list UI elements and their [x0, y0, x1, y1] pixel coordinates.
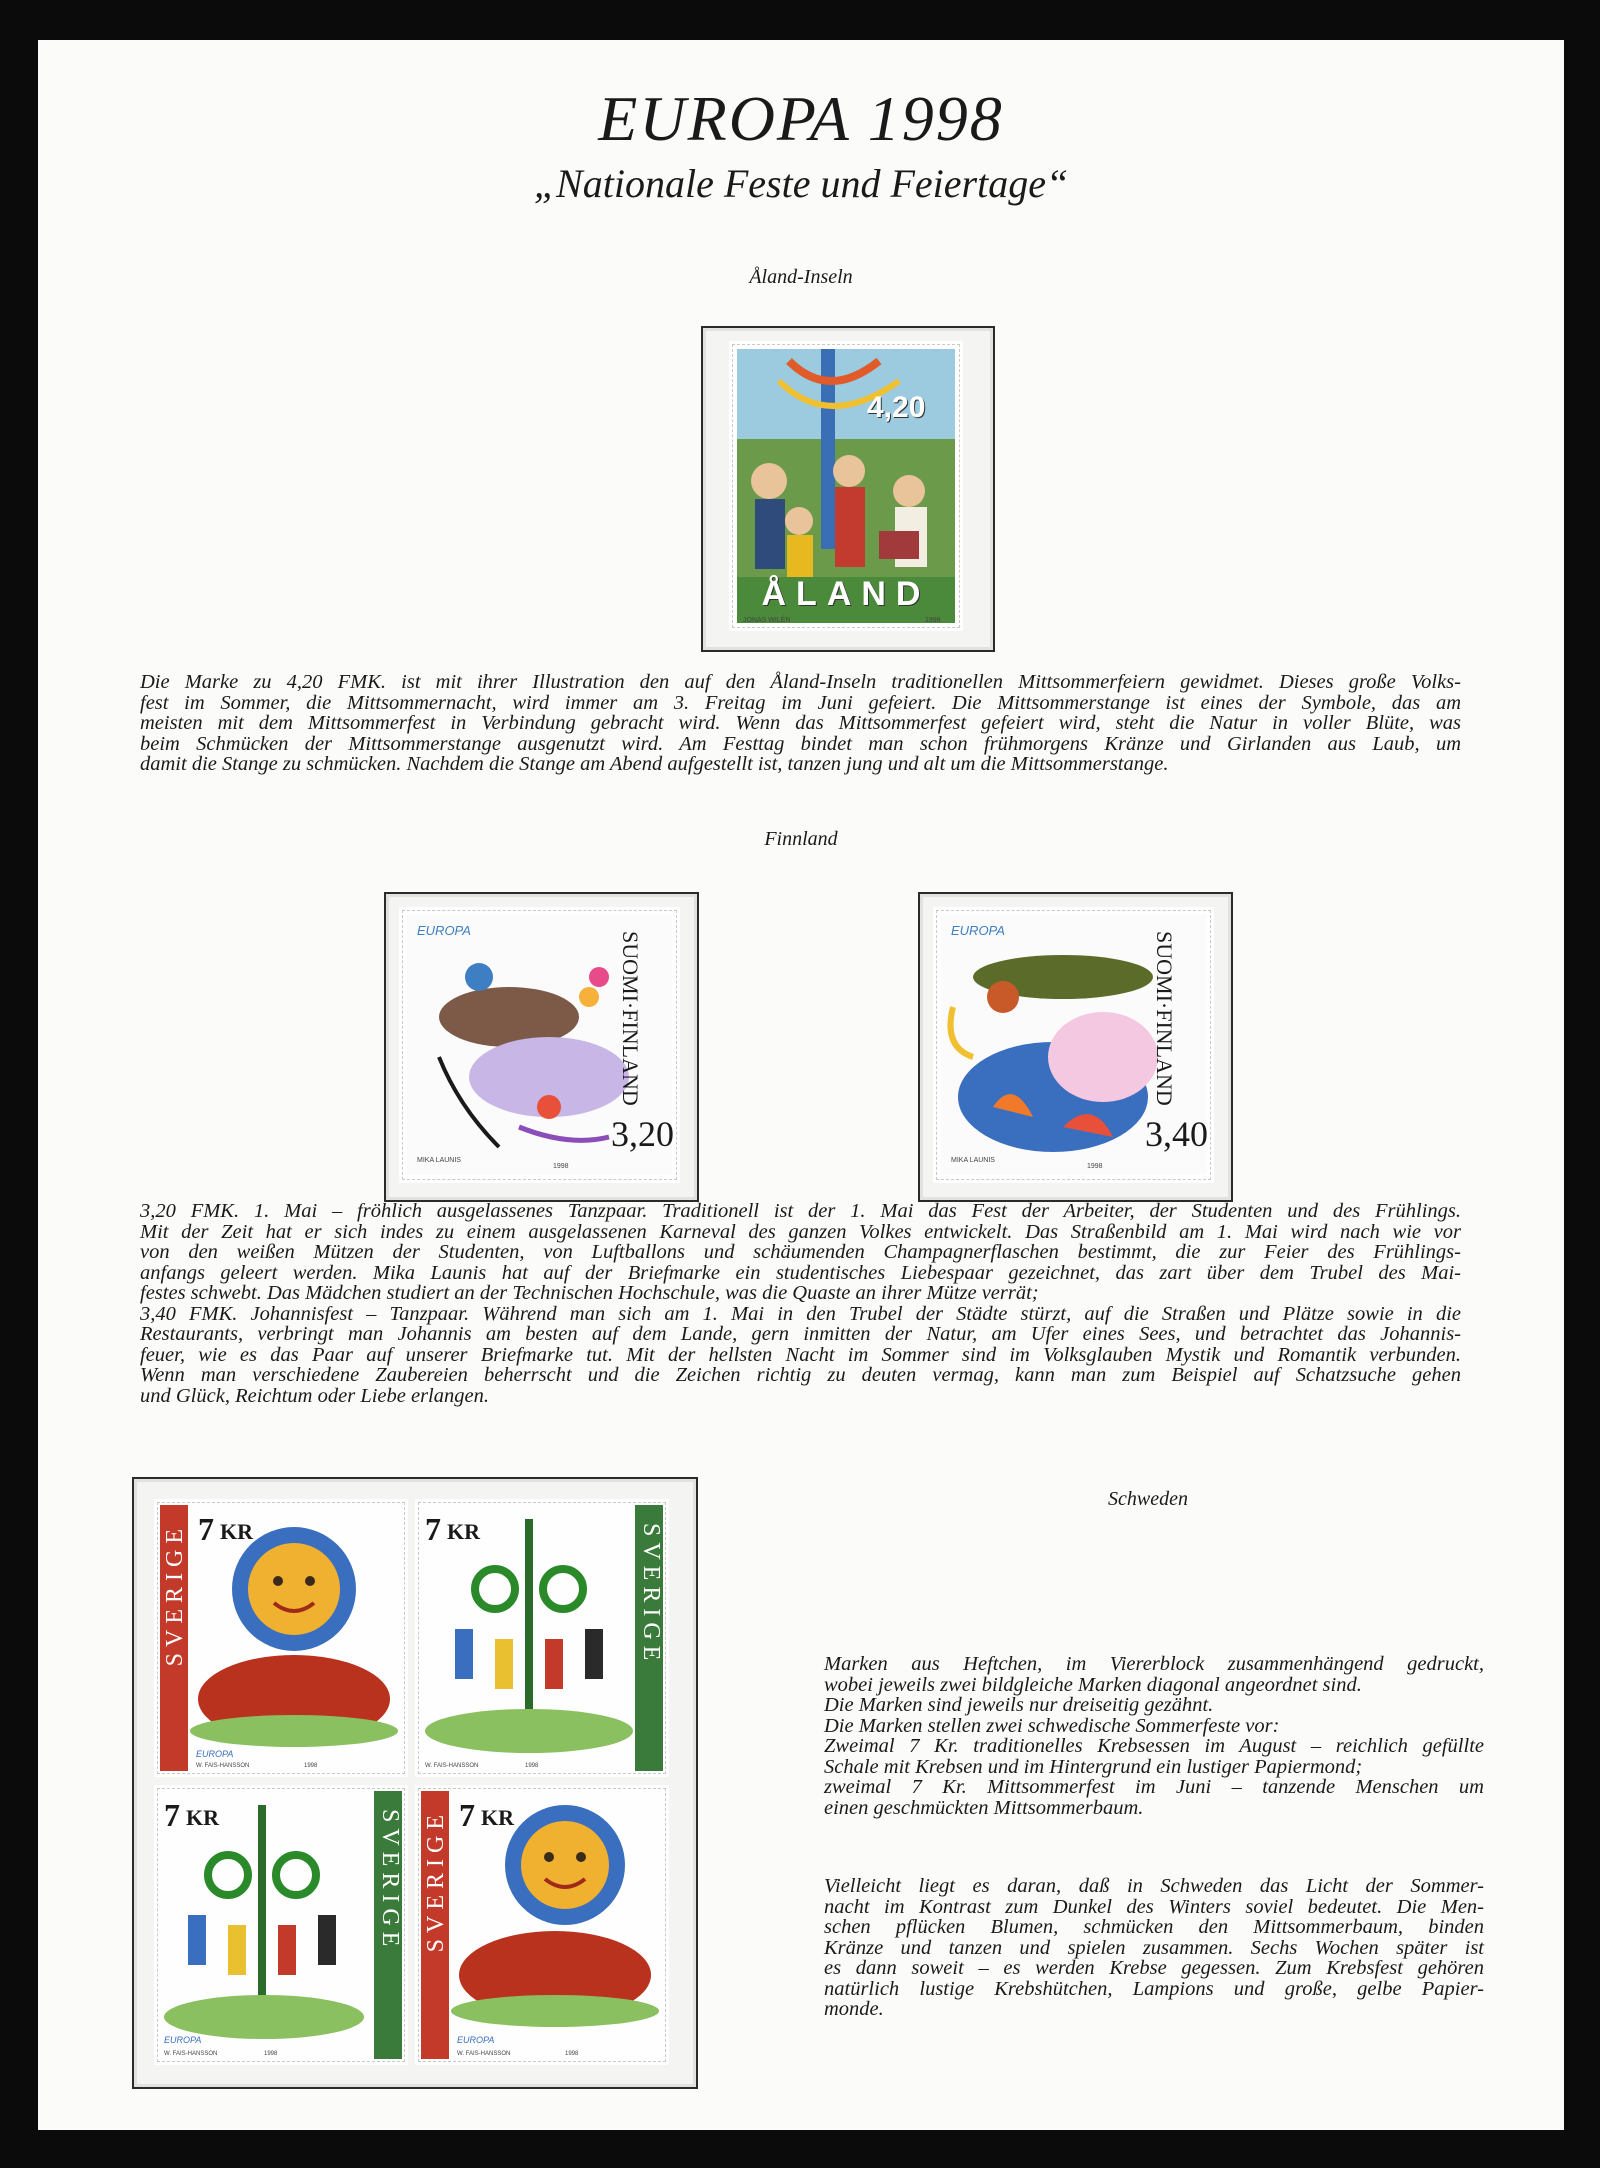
stamp-sweden-4-year: 1998 [565, 2051, 579, 2057]
text-line: natürlich lustige Krebshütchen, Lampions und große, gelbe Papier- [824, 1977, 1484, 2000]
text-line: Die Marken sind jeweils nur dreiseitig gezähnt. [824, 1694, 1214, 1716]
text-line: meisten mit dem Mittsommerfest in Verbindung gebracht wird. Wenn das Mittsommerfest gefeiert wird, steht die Natur in voller Blüte, was [140, 712, 1461, 734]
stamp-finland-320-country: SUOMI·FINLAND [618, 931, 643, 1106]
stamp-sweden-4-illustration [415, 1785, 669, 2065]
stamp-sweden-1-unit: KR [220, 1519, 253, 1544]
stamp-finland-320-europa: EUROPA [417, 923, 471, 938]
text-line: 3,40 FMK. Johannisfest – Tanzpaar. Während man sich am 1. Mai in den Trubel der Städte stürzt, auf die Straßen und Plätze sowie in die [140, 1302, 1461, 1325]
section-heading-finnland: Finnland [764, 828, 838, 850]
stamp-sweden-2-artist: W. FAIS-HANSSON [425, 1763, 479, 1769]
text-line: Wenn man verschiedene Zaubereien beherrscht und die Zeichen richtig zu deuten vermag, kann man zum Beispiel auf Schatzsuche gehen [140, 1364, 1461, 1386]
text-line: Kränze und tanzen und spielen zusammen. Sechs Wochen später ist [824, 1936, 1484, 1959]
text-line: Mit der Zeit hat er sich indes zu einem ausgelassenen Karneval des ganzen Volkes entwickelt. Das Straßenbild am 1. Mai wird nach wie vor [140, 1220, 1461, 1243]
stamp-finland-320-value: 3,20 [611, 1114, 674, 1154]
stamp-sweden-3-year: 1998 [264, 2051, 278, 2057]
text-line: anfangs geleert werden. Mika Launis hat auf der Briefmarke ein studentisches Liebespaar gezeichnet, das zart über dem Trubel des Mai- [140, 1261, 1461, 1284]
stamp-finland-340-year: 1998 [1087, 1163, 1103, 1170]
stamp-sweden-3[interactable] [154, 1785, 408, 2065]
stamp-sweden-4-artist: W. FAIS-HANSSON [457, 2051, 511, 2057]
text-line: Die Marke zu 4,20 FMK. ist mit ihrer Illustration den auf den Åland-Inseln traditionellen Mittsommerfeiern gewidmet. Dieses große Volks- [140, 671, 1461, 693]
stamp-sweden-4-unit: KR [481, 1805, 514, 1830]
stamp-finland-320-artist: MIKA LAUNIS [417, 1157, 461, 1164]
stamp-finland-340-value: 3,40 [1145, 1114, 1208, 1154]
text-line: zweimal 7 Kr. Mittsommerfest im Juni – tanzende Menschen um [824, 1776, 1484, 1798]
stamp-aland-artist: JONAS WILÉN [743, 617, 791, 624]
text-line: Schale mit Krebsen und im Hintergrund ein lustiger Papiermond; [824, 1755, 1363, 1778]
text-line: wobei jeweils zwei bildgleiche Marken diagonal angeordnet sind. [824, 1673, 1362, 1696]
stamp-aland-value: 4,20 [867, 391, 926, 424]
stamp-sweden-4-value: 7 [459, 1797, 475, 1833]
stamp-finland-320[interactable] [399, 907, 680, 1183]
stamp-mount-aland [701, 326, 995, 652]
stamp-sweden-3-artist: W. FAIS-HANSSON [164, 2051, 218, 2057]
stamp-sweden-3-value: 7 [164, 1797, 180, 1833]
text-line: Marken aus Heftchen, im Viererblock zusammenhängend gedruckt, [824, 1653, 1484, 1675]
stamp-sweden-1-country: SVERIGE [162, 1523, 188, 1667]
stamp-finland-340-europa: EUROPA [951, 923, 1005, 938]
stamp-sweden-1[interactable] [154, 1499, 408, 1777]
stamp-sweden-1-illustration [154, 1499, 408, 1777]
stamp-sweden-1-value: 7 [198, 1511, 214, 1547]
stamp-sweden-4[interactable] [415, 1785, 669, 2065]
text-finnland [140, 1201, 1461, 1406]
text-schweden-1 [824, 1654, 1484, 1818]
page-subtitle: „Nationale Feste und Feiertage“ [533, 161, 1069, 206]
text-line: Zweimal 7 Kr. traditionelles Krebsessen im August – reichlich gefüllte [824, 1735, 1484, 1757]
text-line: Restaurants, verbringt man Johannis am besten auf dem Lande, gern inmitten der Natur, am Ufer eines Sees, und betrachtet das Johannis- [140, 1323, 1461, 1345]
text-line: feuer, wie es das Paar auf unserer Briefmarke tut. Mit der hellsten Nacht im Sommer sind im Volksglauben Mystik und Romantik verbunden. [140, 1343, 1461, 1366]
stamp-sweden-2-value: 7 [425, 1511, 441, 1547]
text-line: einen geschmückten Mittsommerbaum. [824, 1796, 1144, 1819]
text-line: 3,20 FMK. 1. Mai – fröhlich ausgelassenes Tanzpaar. Traditionell ist der 1. Mai das Fest der Arbeiter, der Studenten und des Frühlings. [140, 1200, 1461, 1222]
stamp-aland[interactable] [729, 341, 963, 631]
stamp-aland-country: ÅLAND [761, 575, 931, 613]
stamp-sweden-1-year: 1998 [304, 1763, 318, 1769]
stamp-finland-340[interactable] [933, 907, 1214, 1183]
album-page [38, 40, 1564, 2130]
text-line: Die Marken stellen zwei schwedische Sommerfeste vor: [824, 1714, 1280, 1737]
stamp-sweden-4-europa: EUROPA [457, 2035, 495, 2045]
text-line: es dann soweit – es werden Krebse gegessen. Zum Krebsfest gehören [824, 1957, 1484, 1979]
stamp-finland-320-year: 1998 [553, 1163, 569, 1170]
text-line: damit die Stange zu schmücken. Nachdem die Stange am Abend aufgestellt ist, tanzen jung und alt um die Mittsommerstange. [140, 753, 1169, 775]
section-heading-schweden: Schweden [1108, 1488, 1188, 1510]
text-line: festes schwebt. Das Mädchen studiert an der Technischen Hochschule, was die Quaste an ihrer Mütze verrät; [140, 1282, 1039, 1304]
text-line: schen pflücken Blumen, schmücken den Mittsommerbaum, binden [824, 1916, 1484, 1938]
stamp-finland-340-artist: MIKA LAUNIS [951, 1157, 995, 1164]
page-title: EUROPA 1998 [598, 83, 1004, 154]
text-line: von den weißen Mützen der Studenten, von Luftballons und schäumenden Champagnerflaschen bestimmt, die zur Feier des Frühlings- [140, 1241, 1461, 1263]
stamp-sweden-3-europa: EUROPA [164, 2035, 202, 2045]
stamp-mount-finland-2 [918, 892, 1233, 1202]
text-line: und Glück, Reichtum oder Liebe erlangen. [140, 1384, 489, 1407]
text-line: Vielleicht liegt es daran, daß in Schweden das Licht der Sommer- [824, 1875, 1484, 1897]
text-line: fest im Sommer, die Mittsommernacht, wird immer am 3. Freitag im Juni gefeiert. Die Mittsommerstange ist eines der Symbole, das am [140, 691, 1461, 714]
stamp-mount-sweden [132, 1477, 698, 2089]
text-schweden-2 [824, 1876, 1484, 2020]
text-line: beim Schmücken der Mittsommerstange ausgenutzt wird. Am Festtag bindet man schon frühmorgens Kränze und Girlanden aus Laub, um [140, 732, 1461, 755]
stamp-sweden-1-artist: W. FAIS-HANSSON [196, 1763, 250, 1769]
stamp-sweden-2[interactable] [415, 1499, 669, 1777]
stamp-sweden-3-unit: KR [186, 1805, 219, 1830]
section-heading-aland: Åland-Inseln [749, 266, 853, 288]
stamp-aland-year: 1998 [925, 617, 941, 624]
text-line: monde. [824, 1998, 884, 2020]
stamp-sweden-4-country: SVERIGE [423, 1809, 449, 1953]
stamp-mount-finland-1 [384, 892, 699, 1202]
stamp-finland-340-country: SUOMI·FINLAND [1152, 931, 1177, 1106]
stamp-sweden-2-country: SVERIGE [638, 1523, 664, 1667]
stamp-sweden-2-year: 1998 [525, 1763, 539, 1769]
text-line: nacht im Kontrast zum Dunkel des Winters soviel bedeutet. Die Men- [824, 1895, 1484, 1918]
text-aland [140, 672, 1461, 775]
stamp-sweden-2-unit: KR [447, 1519, 480, 1544]
stamp-sweden-3-country: SVERIGE [377, 1809, 403, 1953]
stamp-sweden-1-europa: EUROPA [196, 1749, 234, 1759]
